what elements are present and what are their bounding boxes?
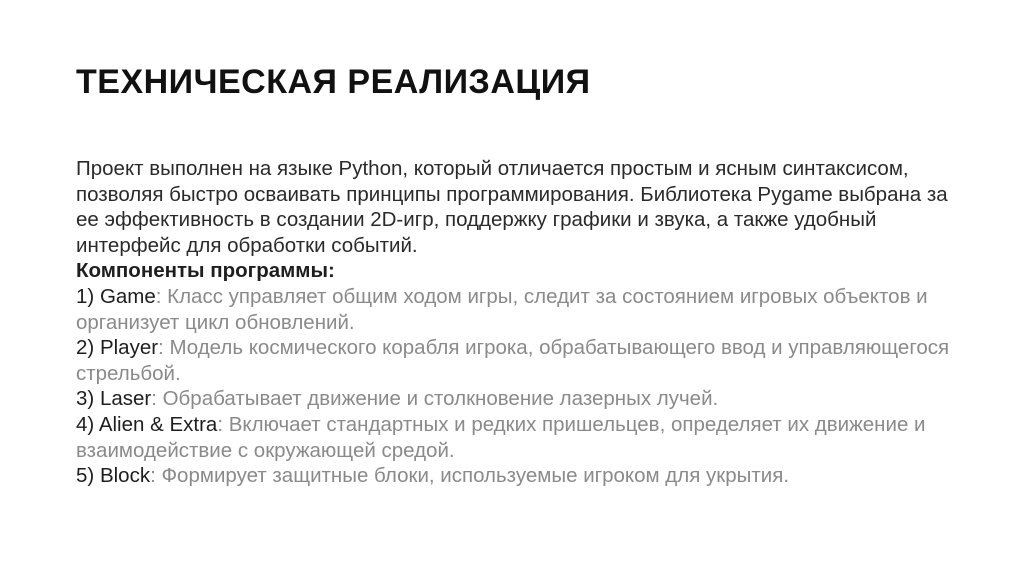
component-item-player [76,335,956,386]
component-item-game [76,284,956,335]
component-item-laser [76,386,956,412]
slide-title: ТЕХНИЧЕСКАЯ РЕАЛИЗАЦИЯ [76,63,591,101]
slide-content [76,156,956,489]
component-name: Laser [99,387,152,411]
component-name: Player [99,336,159,360]
component-number: 4) [76,412,95,436]
component-description: : Включает стандартных и редких пришельцев, определяет их движение и взаимодействие с окружающей средой. [76,412,926,462]
component-name: Block [99,464,151,488]
component-list [76,284,956,489]
component-name: Game [99,284,156,308]
component-description: : Класс управляет общим ходом игры, следит за состоянием игровых объектов и организует цикл обновлений. [76,284,928,334]
component-name: Alien & Extra [98,412,218,436]
component-number: 2) [76,336,95,360]
component-item-alien-extra [76,412,956,463]
component-number: 5) [76,464,95,488]
intro-paragraph: Проект выполнен на языке Python, который отличается простым и ясным синтаксисом, позволяя быстро осваивать принципы программирования. Библиотека Pygame выбрана за ее эффективность в создании 2D-игр, поддержку графики и звука, а также удобный интерфейс для обработки событий. [76,157,948,257]
component-number: 1) [76,284,95,308]
component-description: : Формирует защитные блоки, используемые игроком для укрытия. [150,464,790,488]
component-description: : Модель космического корабля игрока, обрабатывающего ввод и управляющегося стрельбой. [76,336,950,385]
components-heading: Компоненты программы: [76,259,335,283]
component-number: 3) [76,387,95,411]
component-item-block [76,463,956,489]
component-description: : Обрабатывает движение и столкновение лазерных лучей. [151,387,719,411]
